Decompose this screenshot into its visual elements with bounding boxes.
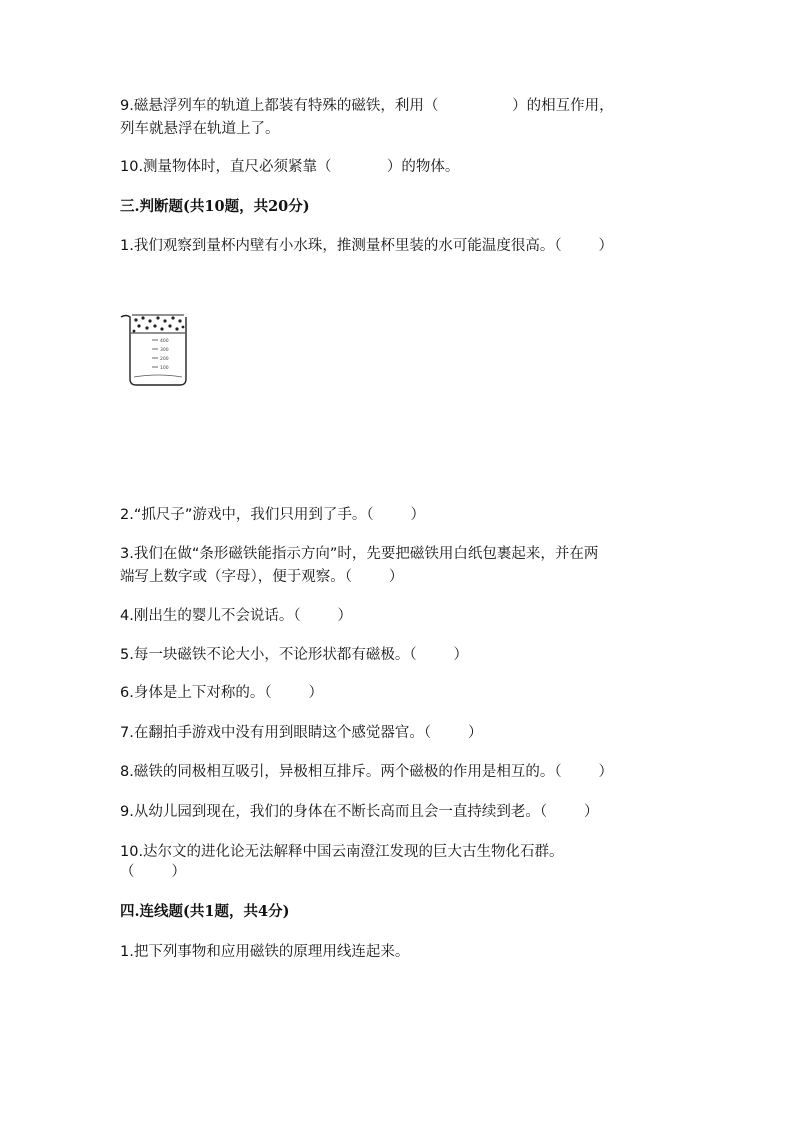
- judge-question-1: 1.我们观察到量杯内壁有小水珠，推测量杯里装的水可能温度很高。（ ）: [120, 238, 613, 254]
- section-3-title: 三.判断题(共10题，共20分): [120, 198, 310, 215]
- section-4-title: 四.连线题(共1题，共4分): [120, 903, 290, 920]
- judge-question-2: 2.“抓尺子”游戏中，我们只用到了手。（ ）: [120, 507, 425, 523]
- judge-question-7: 7.在翻拍手游戏中没有用到眼睛这个感觉器官。（ ）: [120, 725, 483, 741]
- beaker-mark-100: 100: [160, 366, 169, 371]
- question-9-line1: 9.磁悬浮列车的轨道上都装有特殊的磁铁，利用（ ）的相互作用，: [120, 98, 614, 114]
- beaker-mark-400: 400: [160, 339, 169, 344]
- judge-question-6: 6.身体是上下对称的。（ ）: [120, 685, 323, 701]
- measuring-beaker-icon: [118, 309, 190, 389]
- judge-question-10-line2: （ ）: [120, 864, 186, 880]
- match-question-1: 1.把下列事物和应用磁铁的原理用线连起来。: [120, 944, 410, 960]
- question-10: 10.测量物体时，直尺必须紧靠（ ）的物体。: [120, 159, 460, 175]
- judge-question-3-line2: 端写上数字或（字母），便于观察。（ ）: [120, 569, 404, 585]
- beaker-mark-200: 200: [160, 357, 169, 362]
- judge-question-9: 9.从幼儿园到现在，我们的身体在不断长高而且会一直持续到老。（ ）: [120, 804, 599, 820]
- judge-question-8: 8.磁铁的同极相互吸引，异极相互排斥。两个磁极的作用是相互的。（ ）: [120, 764, 613, 780]
- judge-question-5: 5.每一块磁铁不论大小，不论形状都有磁极。（ ）: [120, 647, 468, 663]
- question-9-line2: 列车就悬浮在轨道上了。: [120, 121, 280, 137]
- judge-question-4: 4.刚出生的婴儿不会说话。（ ）: [120, 608, 352, 624]
- beaker-mark-300: 300: [160, 348, 169, 353]
- judge-question-10-line1: 10.达尔文的进化论无法解释中国云南澄江发现的巨大古生物化石群。: [120, 844, 564, 860]
- judge-question-3-line1: 3.我们在做“条形磁铁能指示方向”时，先要把磁铁用白纸包裹起来，并在两: [120, 546, 599, 562]
